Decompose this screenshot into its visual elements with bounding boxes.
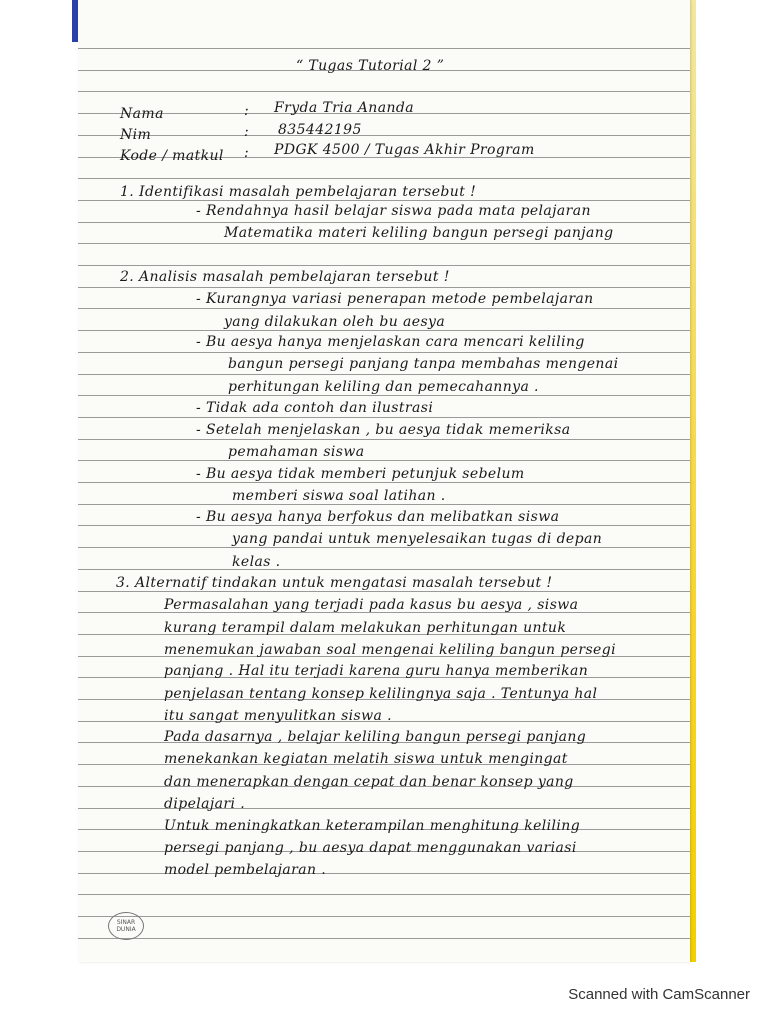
ruled-line	[78, 439, 690, 440]
text-line: kurang terampil dalam melakukan perhitungan untuk	[164, 620, 567, 636]
field-separator: :	[244, 145, 250, 161]
text-line: yang dilakukan oleh bu aesya	[224, 314, 446, 330]
ruled-line	[78, 308, 690, 309]
text-line: Matematika materi keliling bangun persegi panjang	[224, 225, 614, 241]
ruled-line	[78, 200, 690, 201]
text-line: kelas .	[232, 554, 281, 570]
bullet-line: - Setelah menjelaskan , bu aesya tidak memeriksa	[196, 422, 571, 438]
field-separator: :	[244, 103, 250, 119]
ruled-line	[78, 417, 690, 418]
field-label: Kode / matkul	[120, 148, 224, 164]
text-line: Untuk meningkatkan keterampilan menghitung keliling	[164, 818, 581, 834]
text-line: pemahaman siswa	[228, 444, 365, 460]
field-value: PDGK 4500 / Tugas Akhir Program	[274, 142, 535, 158]
text-line: Permasalahan yang terjadi pada kasus bu aesya , siswa	[164, 597, 579, 613]
text-line: itu sangat menyulitkan siswa .	[164, 708, 392, 724]
text-line: dan menerapkan dengan cepat dan benar konsep yang	[164, 774, 574, 790]
text-line: Pada dasarnya , belajar keliling bangun persegi panjang	[164, 729, 587, 745]
ruled-line	[78, 547, 690, 548]
ruled-line	[78, 395, 690, 396]
ruled-line	[78, 287, 690, 288]
ruled-line	[78, 938, 690, 939]
section-heading: 2. Analisis masalah pembelajaran tersebut !	[120, 269, 450, 285]
section-heading: 1. Identifikasi masalah pembelajaran tersebut !	[120, 184, 477, 200]
ruled-line	[78, 48, 690, 49]
notebook-paper	[78, 0, 690, 962]
field-value: 835442195	[278, 122, 362, 138]
field-label: Nim	[120, 127, 152, 143]
bullet-line: - Tidak ada contoh dan ilustrasi	[196, 400, 434, 416]
text-line: penjelasan tentang konsep kelilingnya saja . Tentunya hal	[164, 686, 598, 702]
ruled-line	[78, 525, 690, 526]
bullet-line: - Bu aesya tidak memberi petunjuk sebelum	[196, 466, 525, 482]
text-line: menemukan jawaban soal mengenai keliling bangun persegi	[164, 642, 616, 658]
text-line: panjang . Hal itu terjadi karena guru hanya memberikan	[164, 663, 589, 679]
text-line: bangun persegi panjang tanpa membahas mengenai	[228, 356, 619, 372]
section-heading: 3. Alternatif tindakan untuk mengatasi masalah tersebut !	[116, 575, 553, 591]
text-line: menekankan kegiatan melatih siswa untuk mengingat	[164, 751, 568, 767]
text-line: dipelajari .	[164, 796, 246, 812]
bullet-line: - Bu aesya hanya berfokus dan melibatkan siswa	[196, 509, 560, 525]
field-value: Fryda Tria Ananda	[274, 100, 414, 116]
logo-text: SINAR	[116, 919, 136, 926]
camscanner-watermark: Scanned with CamScanner	[568, 986, 750, 1003]
bullet-line: - Kurangnya variasi penerapan metode pembelajaran	[196, 291, 594, 307]
logo-text: DUNIA	[116, 926, 136, 933]
ruled-line	[78, 91, 690, 92]
ruled-line	[78, 374, 690, 375]
paper-brand-logo	[108, 912, 144, 940]
field-label: Nama	[120, 106, 164, 122]
bullet-line: - Bu aesya hanya menjelaskan cara mencari keliling	[196, 334, 585, 350]
ruled-line	[78, 460, 690, 461]
ruled-line	[78, 894, 690, 895]
field-separator: :	[244, 124, 250, 140]
bullet-line: - Rendahnya hasil belajar siswa pada mata pelajaran	[196, 203, 591, 219]
text-line: model pembelajaran .	[164, 862, 327, 878]
ruled-line	[78, 482, 690, 483]
ruled-line	[78, 352, 690, 353]
ruled-line	[78, 243, 690, 244]
ruled-line	[78, 330, 690, 331]
text-line: yang pandai untuk menyelesaikan tugas di depan	[232, 531, 603, 547]
ruled-line	[78, 265, 690, 266]
ruled-line	[78, 569, 690, 570]
ruled-line	[78, 222, 690, 223]
ruled-line	[78, 504, 690, 505]
document-title: “ Tugas Tutorial 2 ”	[296, 58, 445, 74]
ruled-line	[78, 591, 690, 592]
ruled-line	[78, 135, 690, 136]
ruled-line	[78, 178, 690, 179]
text-line: memberi siswa soal latihan .	[232, 488, 446, 504]
text-line: perhitungan keliling dan pemecahannya .	[228, 379, 539, 395]
ruled-line	[78, 916, 690, 917]
text-line: persegi panjang , bu aesya dapat menggunakan variasi	[164, 840, 577, 856]
